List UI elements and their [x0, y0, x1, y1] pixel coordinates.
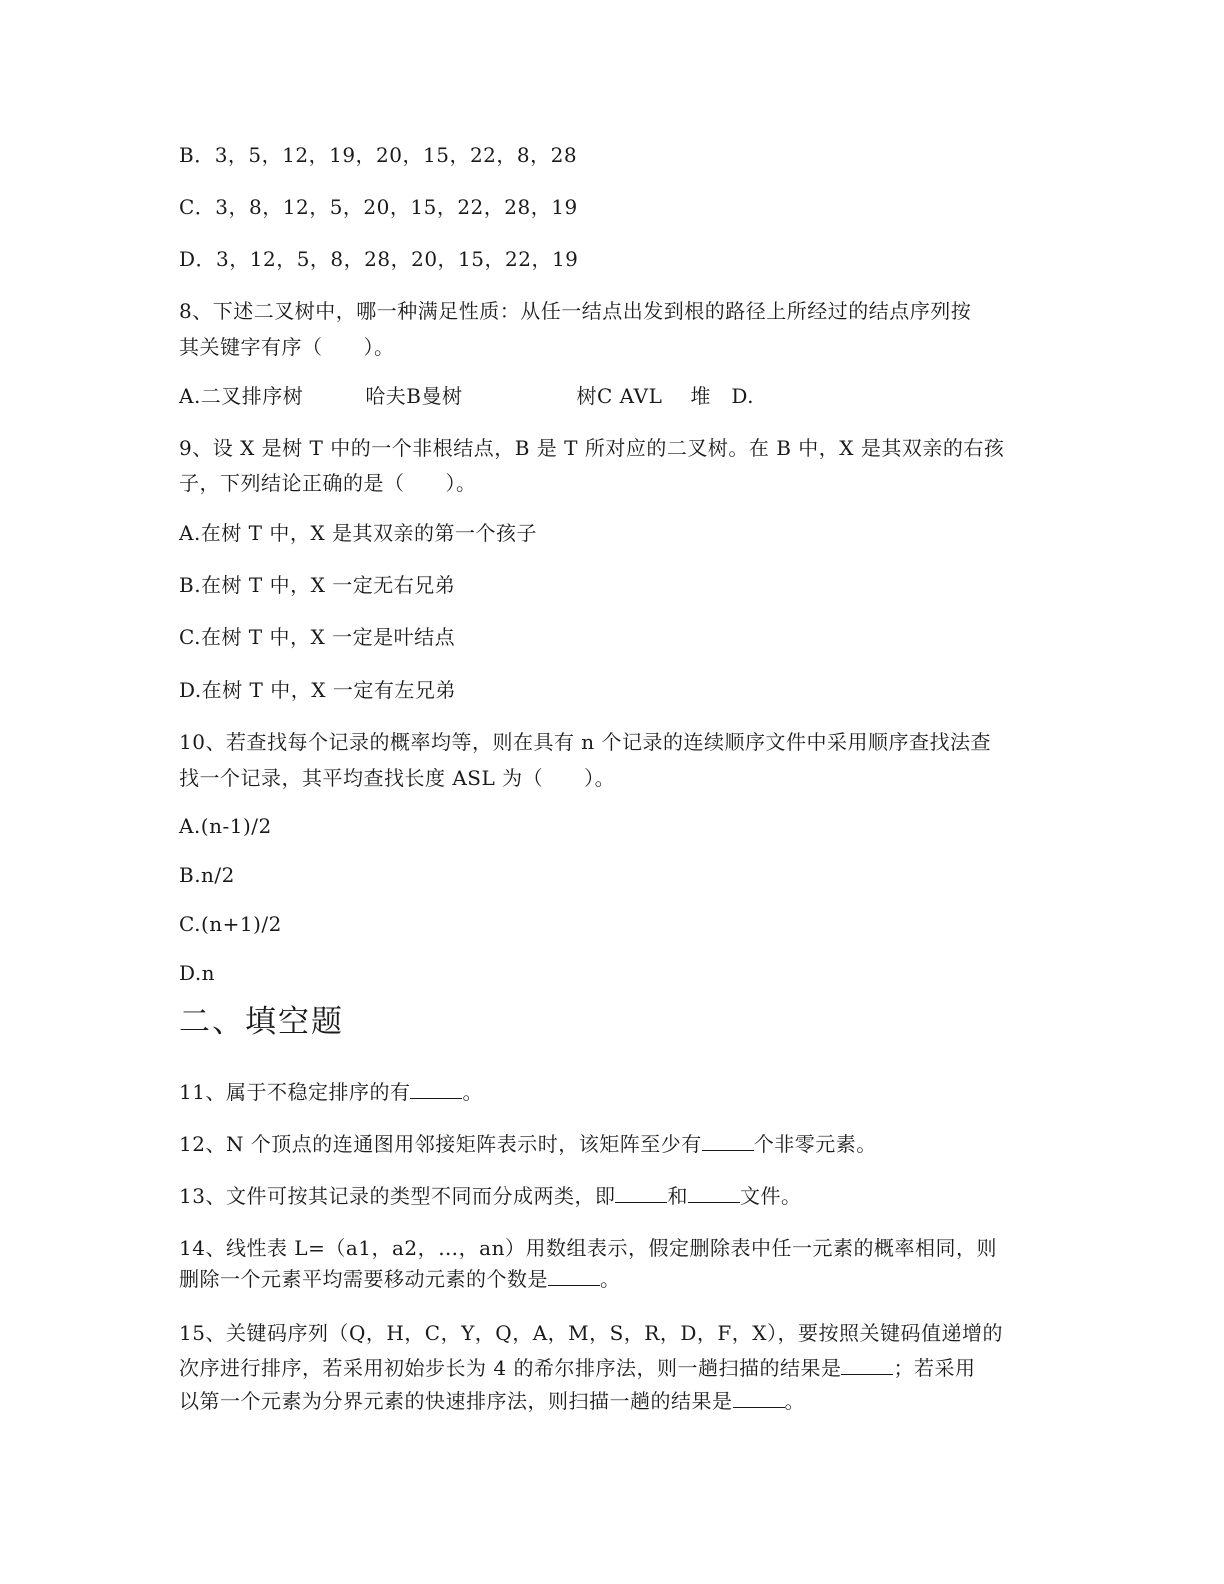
- q9-stem-line1: 9、设 X 是树 T 中的一个非根结点，B 是 T 所对应的二叉树。在 B 中，X 是其双亲的右孩: [179, 436, 1005, 460]
- q12-answer-blank: [702, 1132, 754, 1151]
- q11-line: [179, 1080, 483, 1104]
- q11-stem: 11、属于不稳定排序的有: [179, 1080, 411, 1104]
- q8-stem-line2: 其关键字有序（ ）。: [179, 335, 395, 359]
- q11-stem-end: 。: [462, 1080, 483, 1104]
- q8-options-row: [179, 384, 754, 408]
- q11-answer-blank: [410, 1080, 462, 1099]
- section-title-fill-in: 二、填空题: [179, 1004, 344, 1040]
- q15-stem-b: ；若采用: [893, 1356, 976, 1380]
- q10-option-c: C.(n+1)/2: [179, 912, 282, 936]
- q13-stem-end: 文件。: [739, 1184, 802, 1208]
- q8-option-a: A.二叉排序树: [179, 384, 304, 408]
- q7-option-b: B．3，5，12，19，20，15，22，8，28: [179, 143, 578, 167]
- q8-option-c: 树C AVL: [576, 384, 663, 408]
- q15-stem-line1: 15、关键码序列（Q，H，C，Y，Q，A，M，S，R，D，F，X），要按照关键码值递增的: [179, 1321, 1004, 1345]
- q9-stem-line2: 子，下列结论正确的是（ ）。: [179, 471, 477, 495]
- q15-stem-line3: [179, 1389, 805, 1413]
- q8-option-b: 哈夫B曼树: [365, 384, 463, 408]
- q13-line: [179, 1184, 801, 1208]
- q13-stem-mid: 和: [667, 1184, 688, 1208]
- q9-option-d: D.在树 T 中，X 一定有左兄弟: [179, 678, 456, 702]
- q14-stem: 删除一个元素平均需要移动元素的个数是: [179, 1267, 548, 1291]
- q15-stem-line2: [179, 1356, 975, 1380]
- q12-stem-end: 个非零元素。: [753, 1132, 877, 1156]
- q14-answer-blank: [548, 1267, 600, 1286]
- q10-stem-line1: 10、若查找每个记录的概率均等，则在具有 n 个记录的连续顺序文件中采用顺序查找法查: [179, 730, 992, 754]
- q12-stem: 12、N 个顶点的连通图用邻接矩阵表示时，该矩阵至少有: [179, 1132, 702, 1156]
- q15-stem-a: 次序进行排序，若采用初始步长为 4 的希尔排序法，则一趟扫描的结果是: [179, 1356, 842, 1380]
- q12-line: [179, 1132, 877, 1156]
- q8-stem-line1: 8、下述二叉树中，哪一种满足性质：从任一结点出发到根的路径上所经过的结点序列按: [179, 299, 972, 323]
- q10-option-a: A.(n-1)/2: [179, 814, 272, 838]
- q9-option-c: C.在树 T 中，X 一定是叶结点: [179, 625, 456, 649]
- q13-answer-blank-2: [688, 1184, 740, 1203]
- q10-option-b: B.n/2: [179, 863, 235, 887]
- q14-stem-line1: 14、线性表 L=（a1，a2，…，an）用数组表示，假定删除表中任一元素的概率相同，则: [179, 1236, 997, 1260]
- q13-answer-blank-1: [615, 1184, 667, 1203]
- q9-option-b: B.在树 T 中，X 一定无右兄弟: [179, 573, 456, 597]
- q15-stem-end: 。: [784, 1389, 805, 1413]
- q10-stem-line2: 找一个记录，其平均查找长度 ASL 为（ ）。: [179, 766, 616, 790]
- q14-stem-end: 。: [600, 1267, 621, 1291]
- q7-option-d: D．3，12，5，8，28，20，15，22，19: [179, 247, 579, 271]
- q7-option-c: C．3，8，12，5，20，15，22，28，19: [179, 195, 578, 219]
- q15-answer-blank-2: [733, 1389, 785, 1408]
- q9-option-a: A.在树 T 中，X 是其双亲的第一个孩子: [179, 521, 537, 545]
- q8-option-d: 堆 D.: [690, 384, 755, 408]
- q13-stem: 13、文件可按其记录的类型不同而分成两类，即: [179, 1184, 616, 1208]
- q15-answer-blank-1: [841, 1356, 893, 1375]
- q14-stem-line2: [179, 1267, 621, 1291]
- q15-stem-c: 以第一个元素为分界元素的快速排序法，则扫描一趟的结果是: [179, 1389, 733, 1413]
- q10-option-d: D.n: [179, 961, 216, 985]
